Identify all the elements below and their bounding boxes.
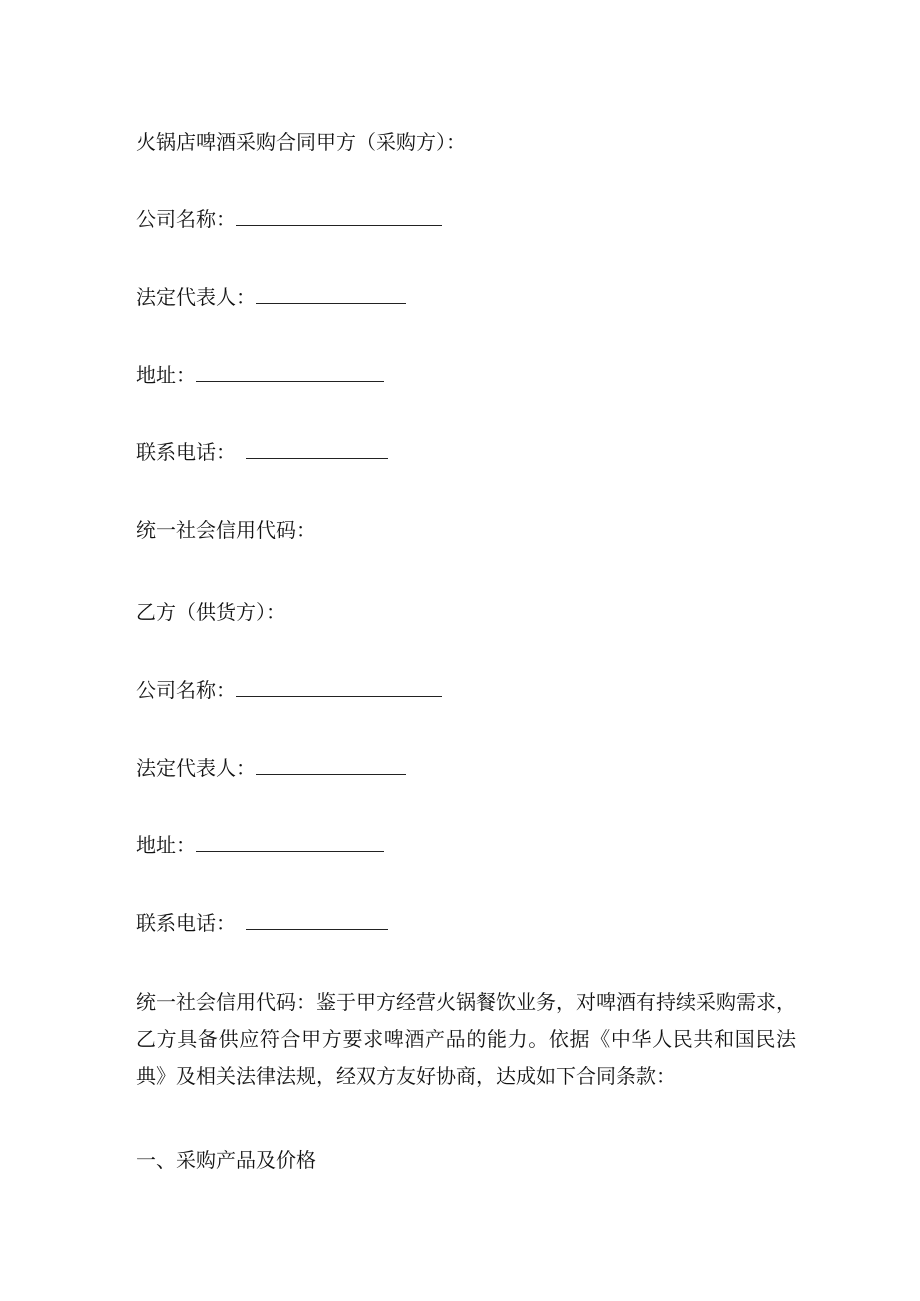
party-b-phone-row xyxy=(136,908,388,938)
party-b-rep-row xyxy=(136,753,406,783)
party-b-address-label: 地址： xyxy=(136,833,196,857)
party-a-rep-label: 法定代表人： xyxy=(136,285,256,309)
party-a-phone-label: 联系电话： xyxy=(136,440,236,464)
preamble-text: 统一社会信用代码：鉴于甲方经营火锅餐饮业务，对啤酒有持续采购需求，乙方具备供应符合甲方要求啤酒产品的能力。依据《中华人民共和国民法典》及相关法律法规，经双方友好协商，达成如下合同条款： xyxy=(136,990,796,1088)
party-b-company-blank xyxy=(236,676,442,697)
section-1-heading-text: 一、采购产品及价格 xyxy=(136,1148,316,1172)
party-b-company-row xyxy=(136,675,442,705)
party-a-address-row xyxy=(136,360,384,390)
party-b-company-label: 公司名称： xyxy=(136,678,236,702)
party-b-heading-row xyxy=(136,597,286,627)
party-b-phone-blank xyxy=(246,909,388,930)
contract-title-line xyxy=(136,127,466,157)
party-a-company-label: 公司名称： xyxy=(136,207,236,231)
party-b-address-row xyxy=(136,830,384,860)
party-a-company-blank xyxy=(236,205,442,226)
party-b-address-blank xyxy=(196,831,384,852)
party-b-rep-label: 法定代表人： xyxy=(136,756,256,780)
section-1-heading xyxy=(136,1145,316,1175)
party-b-rep-blank xyxy=(256,754,406,775)
party-a-phone-blank xyxy=(246,438,388,459)
party-a-phone-row xyxy=(136,437,388,467)
party-a-company-row xyxy=(136,204,442,234)
preamble-paragraph xyxy=(136,984,796,1095)
contract-title-text: 火锅店啤酒采购合同甲方（采购方）： xyxy=(136,130,466,154)
party-a-rep-blank xyxy=(256,283,406,304)
party-b-phone-label: 联系电话： xyxy=(136,911,236,935)
party-b-heading: 乙方（供货方）： xyxy=(136,600,286,624)
party-a-rep-row xyxy=(136,282,406,312)
party-a-credit-row xyxy=(136,515,316,545)
party-a-address-blank xyxy=(196,361,384,382)
party-a-credit-label: 统一社会信用代码： xyxy=(136,518,316,542)
party-a-address-label: 地址： xyxy=(136,363,196,387)
